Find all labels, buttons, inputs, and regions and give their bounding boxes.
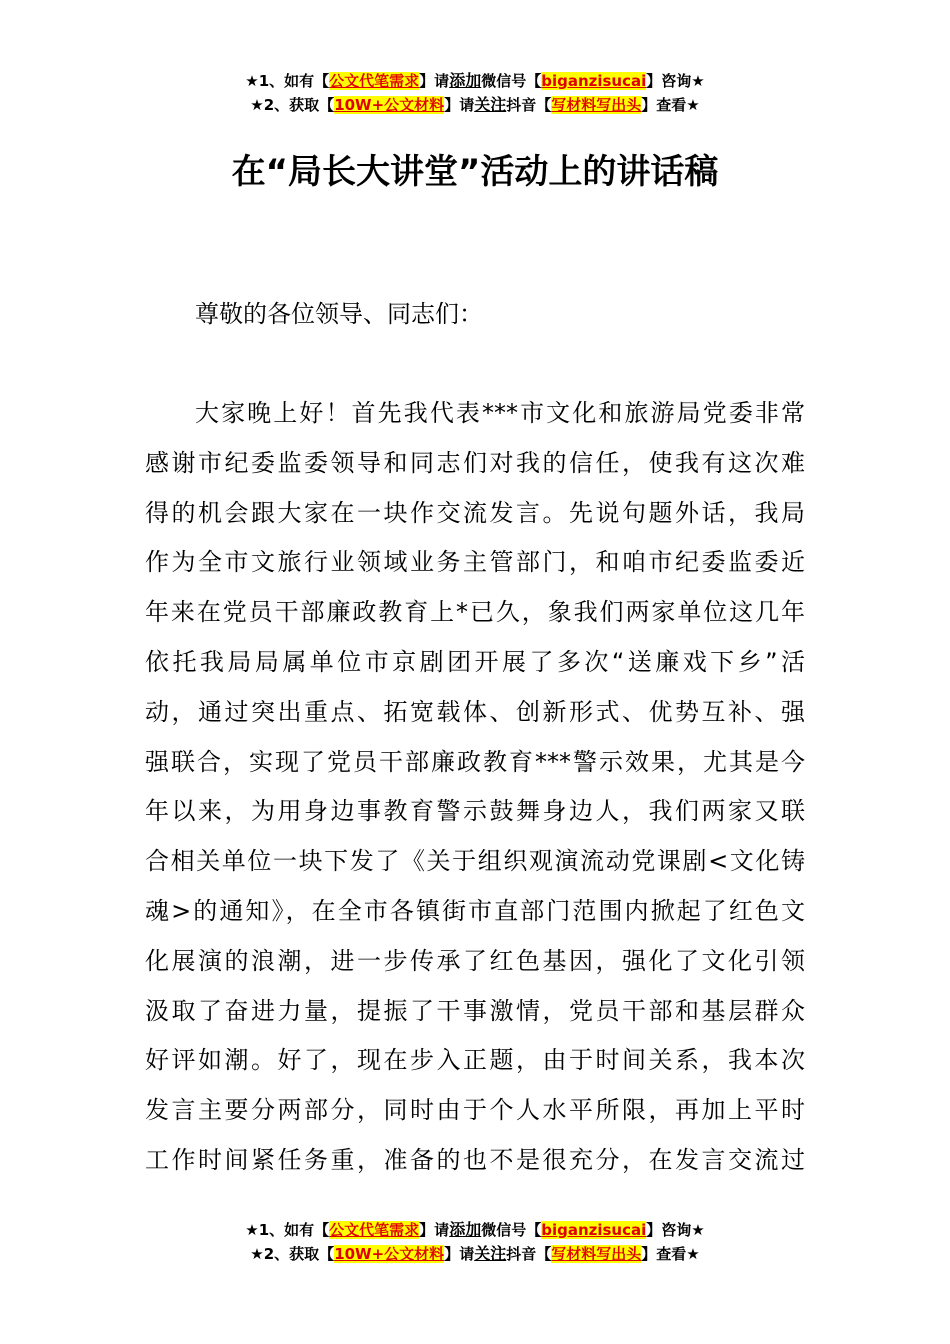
text: 关注 <box>474 95 507 114</box>
text: 抖音【 <box>506 1245 552 1263</box>
text: 添加 <box>449 71 482 90</box>
body-line: 依托我局局属单位市京剧团开展了多次“送廉戏下乡”活 <box>145 647 805 676</box>
highlight: 写材料写出头 <box>551 96 642 114</box>
body-line: 工作时间紧任务重，准备的也不是很充分，在发言交流过 <box>145 1145 805 1174</box>
text: 微信号【 <box>481 72 542 90</box>
body-line: 年来在党员干部廉政教育上*已久，象我们两家单位这几年 <box>145 598 805 627</box>
body-line: 魂>的通知》，在全市各镇街市直部门范围内掀起了红色文 <box>145 896 805 925</box>
highlight: 写材料写出头 <box>551 1245 642 1263</box>
salutation: 尊敬的各位领导、同志们： <box>195 300 483 328</box>
promo-line-1 <box>0 1218 950 1242</box>
body-line: 化展演的浪潮，进一步传承了红色基因，强化了文化引领 <box>145 946 805 975</box>
text: 】咨询★ <box>646 1221 705 1239</box>
text: ★1、如有【 <box>245 72 330 90</box>
body-line: 动，通过突出重点、拓宽载体、创新形式、优势互补、强 <box>145 697 805 726</box>
promo-line-1 <box>0 69 950 93</box>
text: 】请 <box>419 1221 450 1239</box>
highlight: biganzisucai <box>541 72 647 90</box>
text: 添加 <box>449 1220 482 1239</box>
promo-banner-top <box>0 69 950 117</box>
text: 】查看★ <box>641 1245 700 1263</box>
highlight: 公文代笔需求 <box>329 1221 420 1239</box>
highlight: 10W+公文材料 <box>334 96 445 114</box>
highlight: biganzisucai <box>541 1221 647 1239</box>
document-body <box>145 395 805 1192</box>
text: ★2、获取【 <box>250 1245 335 1263</box>
text: 关注 <box>474 1244 507 1263</box>
highlight: 公文代笔需求 <box>329 72 420 90</box>
text: 】请 <box>444 1245 475 1263</box>
promo-banner-bottom <box>0 1218 950 1266</box>
body-line: 感谢市纪委监委领导和同志们对我的信任，使我有这次难 <box>145 448 805 477</box>
text: 】咨询★ <box>646 72 705 90</box>
body-line: 发言主要分两部分，同时由于个人水平所限，再加上平时 <box>145 1096 805 1125</box>
text: 】查看★ <box>641 96 700 114</box>
body-line: 强联合，实现了党员干部廉政教育***警示效果，尤其是今 <box>145 747 805 776</box>
text: ★2、获取【 <box>250 96 335 114</box>
promo-line-2 <box>0 1242 950 1266</box>
body-line: 得的机会跟大家在一块作交流发言。先说句题外话，我局 <box>145 498 805 527</box>
text: 抖音【 <box>506 96 552 114</box>
body-line: 作为全市文旅行业领域业务主管部门，和咱市纪委监委近 <box>145 548 805 577</box>
body-line: 年以来，为用身边事教育警示鼓舞身边人，我们两家又联 <box>145 797 805 826</box>
body-line: 大家晚上好！首先我代表***市文化和旅游局党委非常 <box>195 399 805 427</box>
body-line: 合相关单位一块下发了《关于组织观演流动党课剧<文化铸 <box>145 847 805 876</box>
text: 微信号【 <box>481 1221 542 1239</box>
promo-line-2 <box>0 93 950 117</box>
body-line: 好评如潮。好了，现在步入正题，由于时间关系，我本次 <box>145 1046 805 1075</box>
text: 】请 <box>419 72 450 90</box>
body-line: 汲取了奋进力量，提振了干事激情，党员干部和基层群众 <box>145 996 805 1025</box>
text: 】请 <box>444 96 475 114</box>
text: ★1、如有【 <box>245 1221 330 1239</box>
document-title: 在“局长大讲堂”活动上的讲话稿 <box>231 152 719 192</box>
highlight: 10W+公文材料 <box>334 1245 445 1263</box>
